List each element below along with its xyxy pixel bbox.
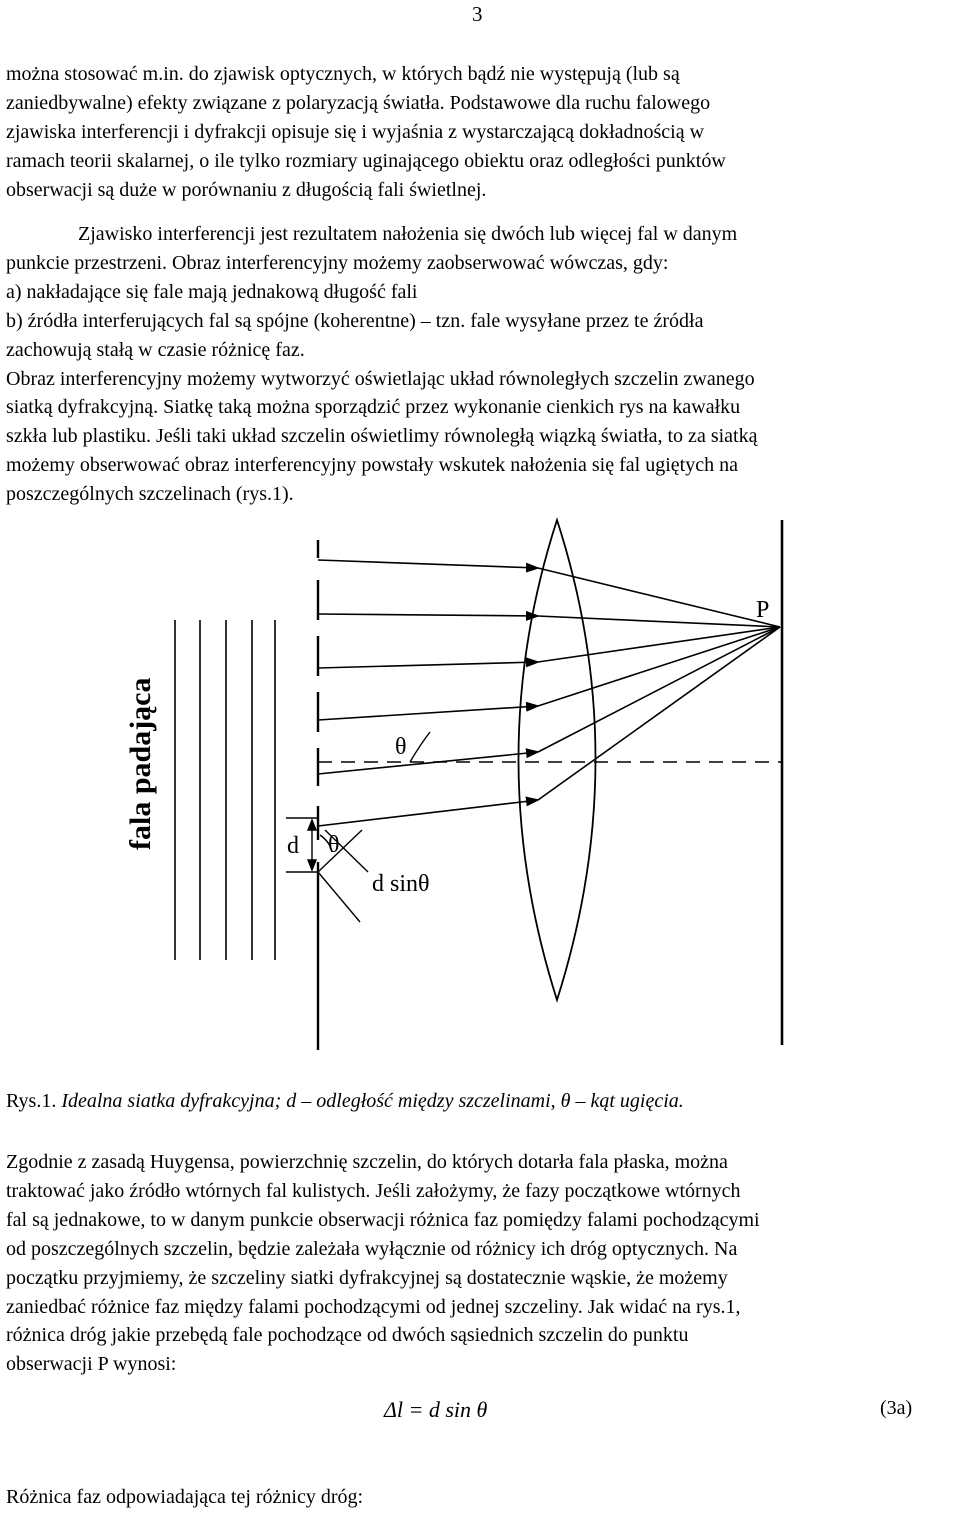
- caption-text: Idealna siatka dyfrakcyjna; d – odległość między szczelinami, θ – kąt ugięcia.: [61, 1090, 684, 1112]
- d-sin-theta-label: d sinθ: [372, 871, 430, 897]
- d-label: d: [287, 833, 299, 859]
- equation-path-difference: Δl = d sin θ: [384, 1397, 488, 1422]
- text-line: traktować jako źródło wtórnych fal kulistych. Jeśli założymy, że fazy początkowe wtórnych: [6, 1179, 741, 1202]
- text-line: punkcie przestrzeni. Obraz interferencyjny możemy zaobserwować wówczas, gdy:: [6, 251, 669, 274]
- text-line: od poszczególnych szczelin, będzie zależała wyłącznie od różnicy ich dróg optycznych. Na: [6, 1237, 738, 1260]
- text-line: można stosować m.in. do zjawisk optycznych, w których bądź nie występują (lub są: [6, 63, 680, 85]
- paragraph-interference: [6, 220, 954, 509]
- text-line: Obraz interferencyjny możemy wytworzyć oświetlając układ równoległych szczelin zwanego: [6, 367, 755, 390]
- text-line: zaniedbać różnice faz między falami pochodzącymi od jednej szczeliny. Jak widać na rys.1,: [6, 1295, 741, 1318]
- text-line: siatką dyfrakcyjną. Siatkę taką można sporządzić przez wykonanie cienkich rys na kawałku: [6, 396, 741, 419]
- text-line: obserwacji P wynosi:: [6, 1353, 177, 1376]
- caption-label: Rys.1.: [6, 1090, 57, 1112]
- text-line: możemy obserwować obraz interferencyjny powstały wskutek nałożenia się fal ugiętych na: [6, 454, 738, 477]
- diffracted-rays: [318, 560, 780, 826]
- text-line: różnica dróg jakie przebędą fale pochodzące od dwóch sąsiednich szczelin do punktu: [6, 1324, 689, 1347]
- text-line: początku przyjmiemy, że szczeliny siatki dyfrakcyjnej są dostatecznie wąskie, że możemy: [6, 1266, 728, 1289]
- page-number: 3: [472, 2, 483, 26]
- text-line: zaniedbywalne) efekty związane z polaryzacją światła. Podstawowe dla ruchu falowego: [6, 91, 711, 114]
- incident-wave-label: fala padająca: [124, 677, 157, 850]
- text-line: poszczególnych szczelinach (rys.1).: [6, 483, 294, 506]
- point-p-label: P: [756, 597, 770, 623]
- diffraction-grating-figure: [0, 510, 960, 1070]
- paragraph-huygens: [6, 1148, 954, 1379]
- text-line: obserwacji są duże w porównaniu z długością fali świetlnej.: [6, 178, 487, 201]
- text-line: zachowują stałą w czasie różnicę faz.: [6, 338, 305, 361]
- text-line: fal są jednakowe, to w danym punkcie obserwacji różnica faz pomiędzy falami pochodzącymi: [6, 1208, 760, 1231]
- text-line: b) źródła interferujących fal są spójne (koherentne) – tzn. fale wysyłane przez te źródła: [6, 309, 704, 332]
- text-line: zjawiska interferencji i dyfrakcji opisuje się i wyjaśnia z wystarczającą dokładnością w: [6, 120, 705, 143]
- diffraction-diagram: [0, 510, 960, 1070]
- paragraph-phase-difference: [6, 1483, 954, 1512]
- incident-wavefronts: [175, 620, 275, 960]
- figure-caption: [6, 1090, 684, 1113]
- angle-theta-arc: [410, 732, 430, 762]
- text-line: ramach teorii skalarnej, o ile tylko rozmiary uginającego obiektu oraz odległości punktów: [6, 149, 726, 172]
- equation-number: (3a): [880, 1397, 913, 1419]
- converging-lens: [519, 520, 596, 1000]
- theta-label-small: θ: [328, 832, 340, 858]
- paragraph-intro: [6, 60, 954, 205]
- path-difference-construction: [318, 830, 368, 922]
- text-line: Zgodnie z zasadą Huygensa, powierzchnię szczelin, do których dotarła fala płaska, można: [6, 1151, 728, 1173]
- text-line: Zjawisko interferencji jest rezultatem nałożenia się dwóch lub więcej fal w danym: [78, 223, 738, 245]
- text-line: Różnica faz odpowiadająca tej różnicy dróg:: [6, 1486, 364, 1508]
- theta-label-top: θ: [395, 734, 407, 760]
- text-line: a) nakładające się fale mają jednakową długość fali: [6, 280, 418, 303]
- text-line: szkła lub plastiku. Jeśli taki układ szczelin oświetlimy równoległą wiązką światła, to za siatką: [6, 425, 758, 448]
